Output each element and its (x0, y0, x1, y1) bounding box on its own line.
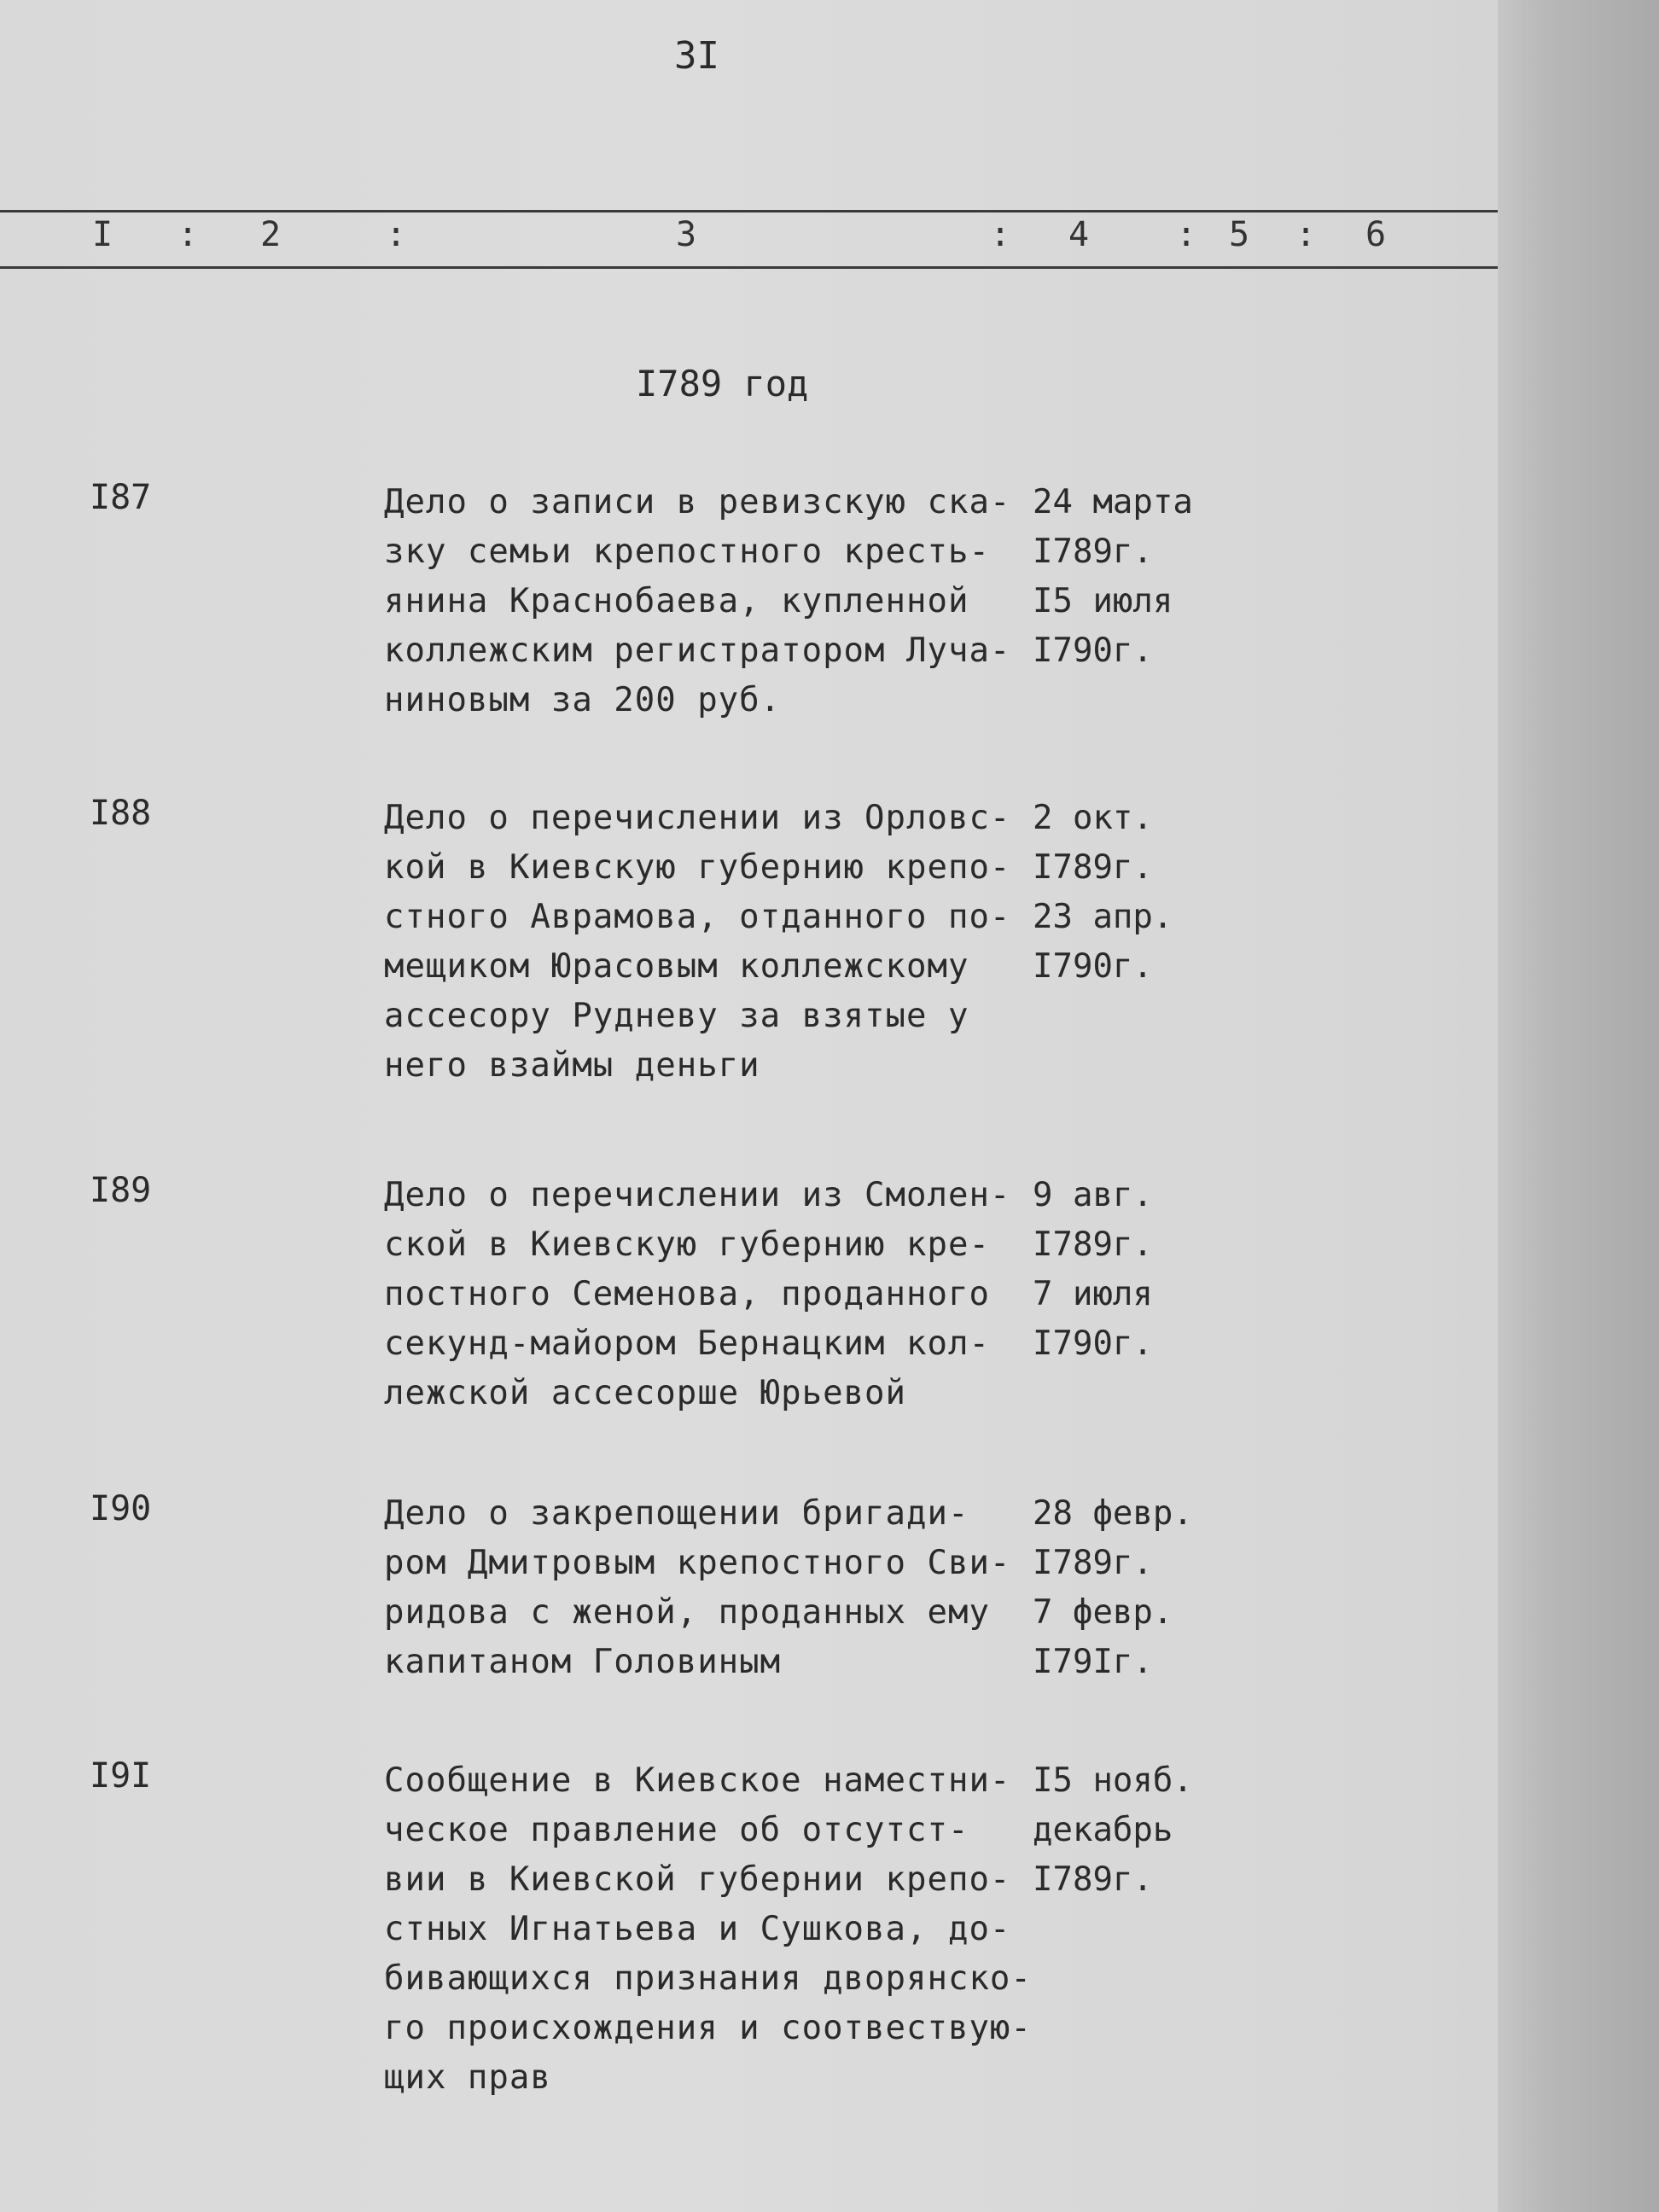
date-line: I790г. (1033, 632, 1153, 670)
date-line: I790г. (1033, 947, 1153, 986)
header-col-4: 4 (1068, 215, 1090, 254)
description-line: бивающихся признания дворянско- (384, 1959, 1032, 1998)
description-line: капитаном Головиным (384, 1643, 782, 1681)
description-line: ром Дмитровым крепостного Сви- (384, 1544, 1011, 1582)
header-col-5: 5 (1229, 215, 1250, 254)
description-line: него взаймы деньги (384, 1046, 760, 1085)
description-line: коллежским регистратором Луча- (384, 632, 1011, 670)
page-edge-shadow (1498, 0, 1659, 2212)
date-line: 2 окт. (1033, 799, 1153, 837)
date-line: 7 июля (1033, 1275, 1153, 1313)
header-separator: : (178, 215, 199, 254)
entry-number: I89 (90, 1171, 152, 1210)
description-line: лежской ассесорше Юрьевой (384, 1374, 906, 1412)
year-heading: I789 год (636, 363, 809, 405)
entry-number: I87 (90, 478, 152, 517)
description-line: Дело о записи в ревизскую ска- (384, 483, 1011, 521)
description-line: Дело о перечислении из Смолен- (384, 1176, 1011, 1214)
description-line: мещиком Юрасовым коллежскому (384, 947, 969, 986)
header-separator: : (990, 215, 1011, 254)
date-line: I789г. (1033, 533, 1153, 571)
description-line: ассесору Рудневу за взятые у (384, 997, 969, 1035)
entry-number: I88 (90, 794, 152, 833)
header-separator: : (386, 215, 407, 254)
entry-dates (1033, 1756, 1203, 1905)
date-line: 9 авг. (1033, 1176, 1153, 1214)
description-line: янина Краснобаева, купленной (384, 582, 969, 620)
entry-dates (1033, 478, 1203, 676)
date-line: 23 апр. (1033, 898, 1173, 936)
entry-dates (1033, 1489, 1203, 1687)
date-line: I789г. (1033, 1544, 1153, 1582)
date-line: декабрь (1033, 1811, 1173, 1849)
date-line: I789г. (1033, 848, 1153, 887)
header-col-1: I (92, 215, 114, 254)
description-line: стного Аврамова, отданного по- (384, 898, 1011, 936)
entry-description (384, 478, 1033, 725)
entry-description (384, 1489, 1033, 1687)
description-line: вии в Киевской губернии крепо- (384, 1860, 1011, 1899)
description-line: стных Игнатьева и Сушкова, до- (384, 1910, 1011, 1948)
entry-description (384, 1756, 1033, 2103)
description-line: кой в Киевскую губернию крепо- (384, 848, 1011, 887)
date-line: 24 марта (1033, 483, 1193, 521)
date-line: I790г. (1033, 1324, 1153, 1363)
header-rule-bottom (0, 266, 1498, 269)
date-line: I789г. (1033, 1225, 1153, 1264)
description-line: ниновым за 200 руб. (384, 681, 782, 719)
page-number: 3I (674, 34, 719, 78)
description-line: Сообщение в Киевское наместни- (384, 1761, 1011, 1800)
description-line: зку семьи крепостного кресть- (384, 533, 990, 571)
description-line: Дело о перечислении из Орловс- (384, 799, 1011, 837)
description-line: ческое правление об отсутст- (384, 1811, 969, 1849)
date-line: 28 февр. (1033, 1494, 1193, 1533)
description-line: го происхождения и соотвествую- (384, 2009, 1032, 2047)
header-separator: : (1295, 215, 1317, 254)
entry-dates (1033, 1171, 1203, 1369)
date-line: I5 июля (1033, 582, 1173, 620)
entry-number: I9I (90, 1756, 152, 1796)
description-line: ридова с женой, проданных ему (384, 1593, 990, 1632)
date-line: 7 февр. (1033, 1593, 1173, 1632)
header-separator: : (1176, 215, 1197, 254)
entry-description (384, 1171, 1033, 1418)
description-line: щих прав (384, 2058, 551, 2097)
header-col-2: 2 (260, 215, 282, 254)
date-line: I5 нояб. (1033, 1761, 1193, 1800)
entry-description (384, 794, 1033, 1091)
description-line: секунд-майором Бернацким кол- (384, 1324, 990, 1363)
description-line: Дело о закрепощении бригади- (384, 1494, 969, 1533)
description-line: постного Семенова, проданного (384, 1275, 990, 1313)
header-rule-top (0, 210, 1498, 212)
description-line: ской в Киевскую губернию кре- (384, 1225, 990, 1264)
header-col-3: 3 (676, 215, 697, 254)
header-col-6: 6 (1365, 215, 1387, 254)
entry-dates (1033, 794, 1203, 992)
entry-number: I90 (90, 1489, 152, 1528)
date-line: I79Iг. (1033, 1643, 1153, 1681)
date-line: I789г. (1033, 1860, 1153, 1899)
